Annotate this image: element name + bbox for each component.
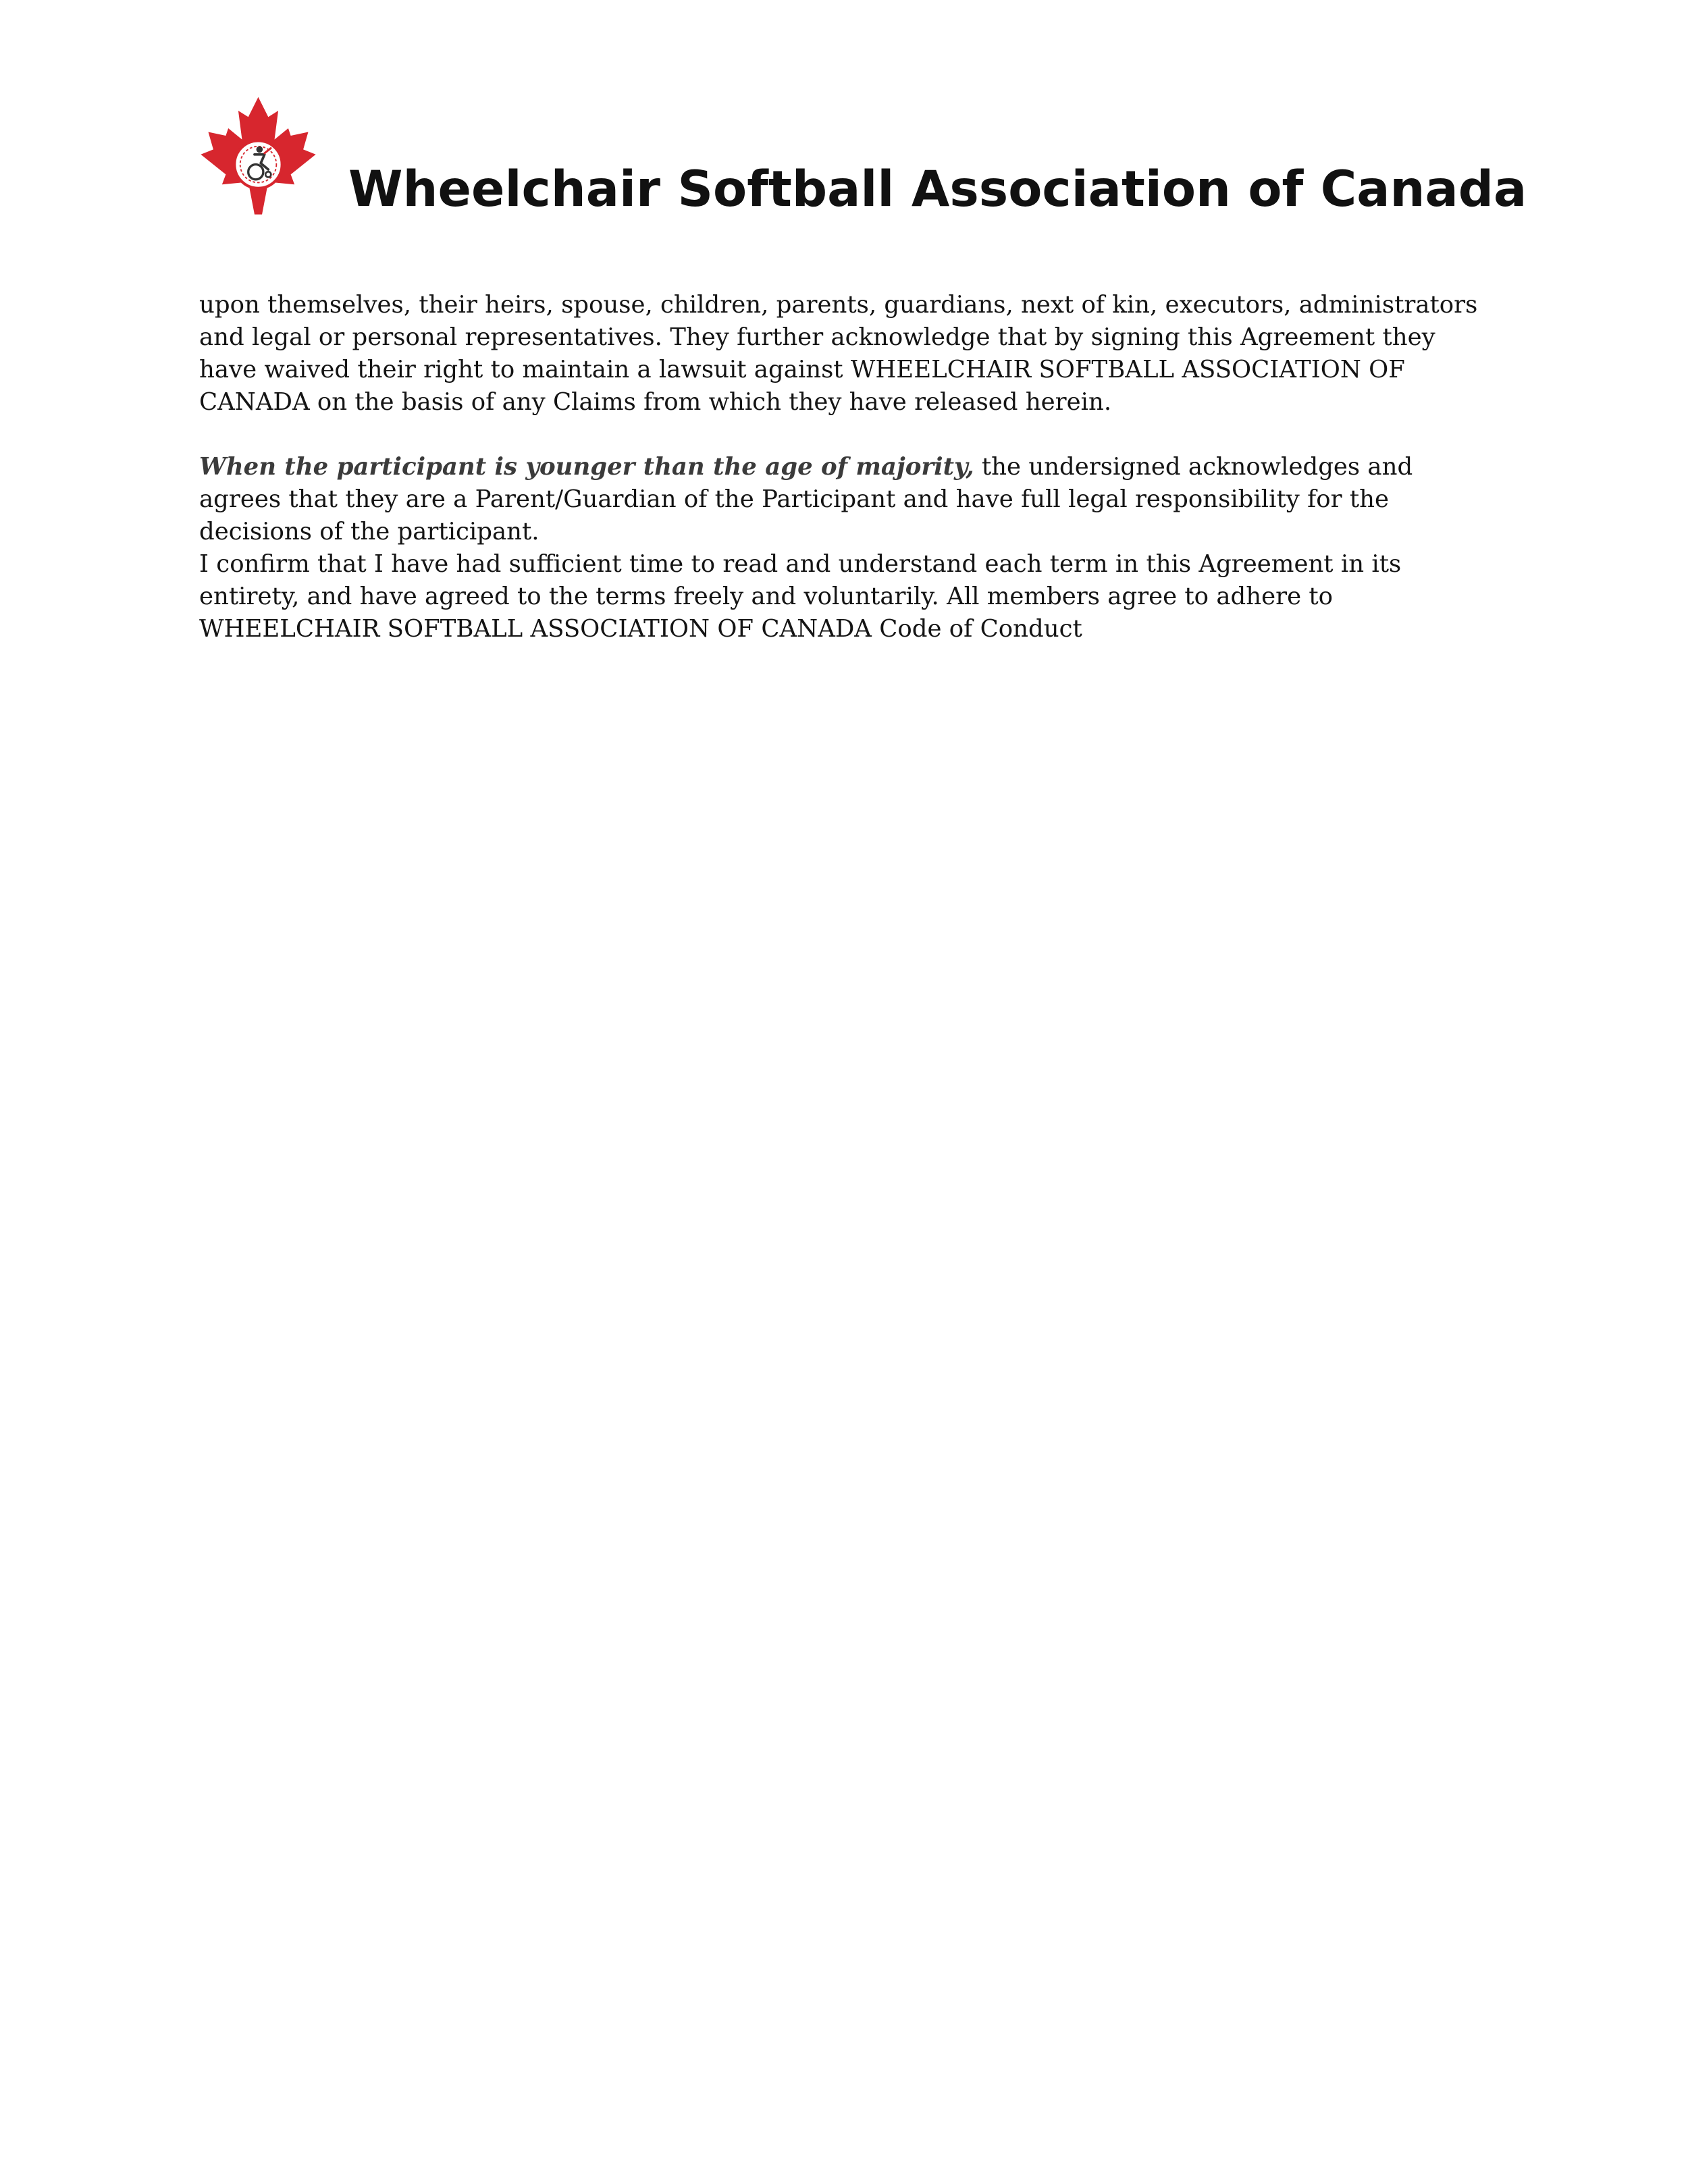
agreement-text	[199, 289, 1499, 645]
confirmation-paragraph: I confirm that I have had sufficient time to read and understand each term in this Agreement in its entirety, and have agreed to the terms freely and voluntarily. All members agree to adhere to WHEELCHAIR SOFTBALL ASSOCIATION OF CANADA Code of Conduct	[199, 550, 1402, 643]
maple-leaf-logo-icon	[196, 95, 321, 219]
minor-participant-paragraph	[199, 451, 1499, 548]
minor-condition-text: the undersigned acknowledges and agrees that they are a Parent/Guardian of the Participant and have full legal responsibility for the decisions of the participant.	[199, 453, 1413, 545]
release-paragraph: upon themselves, their heirs, spouse, children, parents, guardians, next of kin, executors, administrators and legal or personal representatives. They further acknowledge that by signing this Agreement they have waived their right to maintain a lawsuit against WHEELCHAIR SOFTBALL ASSOCIATION OF CANADA on the basis of any Claims from which they have released herein.	[199, 291, 1478, 416]
minor-condition-emphasis: When the participant is younger than the age of majority,	[199, 453, 974, 481]
organization-title: Wheelchair Softball Association of Canada	[348, 161, 1527, 218]
paragraph-spacer	[199, 419, 1499, 451]
document-header	[196, 95, 1527, 230]
